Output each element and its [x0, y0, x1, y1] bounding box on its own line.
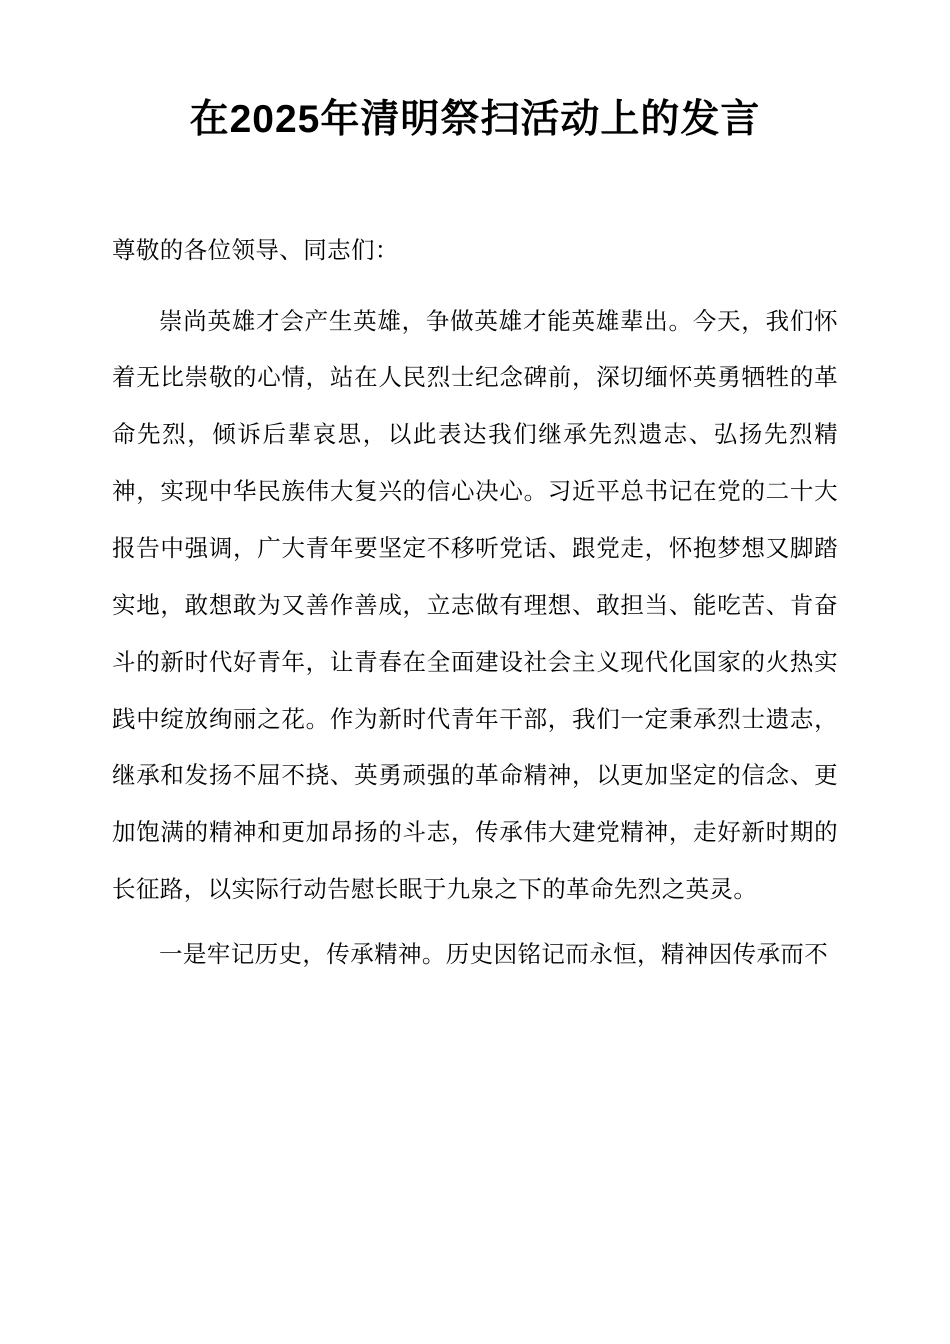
page-title: 在2025年清明祭扫活动上的发言 [189, 98, 761, 141]
paragraph-body-2: 一是牢记历史，传承精神。历史因铭记而永恒，精神因传承而不 [159, 942, 829, 969]
paragraph-salutation: 尊敬的各位领导、同志们： [112, 237, 399, 264]
paragraph-body-1: 崇尚英雄才会产生英雄，争做英雄才能英雄辈出。今天，我们怀着无比崇敬的心情，站在人民烈士纪念碑前，深切缅怀英勇牺牲的革命先烈，倾诉后辈哀思，以此表达我们继承先烈遗志、弘扬先烈精神，实现中华民族伟大复兴的信心决心。习近平总书记在党的二十大报告中强调，广大青年要坚定不移听党话、跟党走，怀抱梦想又脚踏实地，敢想敢为又善作善成，立志做有理想、敢担当、能吃苦、肯奋斗的新时代好青年，让青春在全面建设社会主义现代化国家的火热实践中绽放绚丽之花。作为新时代青年干部，我们一定秉承烈士遗志，继承和发扬不屈不挠、英勇顽强的革命精神，以更加坚定的信念、更加饱满的精神和更加昂扬的斗志，传承伟大建党精神，走好新时期的长征路，以实际行动告慰长眠于九泉之下的革命先烈之英灵。 [112, 308, 838, 904]
document-body [112, 223, 838, 984]
